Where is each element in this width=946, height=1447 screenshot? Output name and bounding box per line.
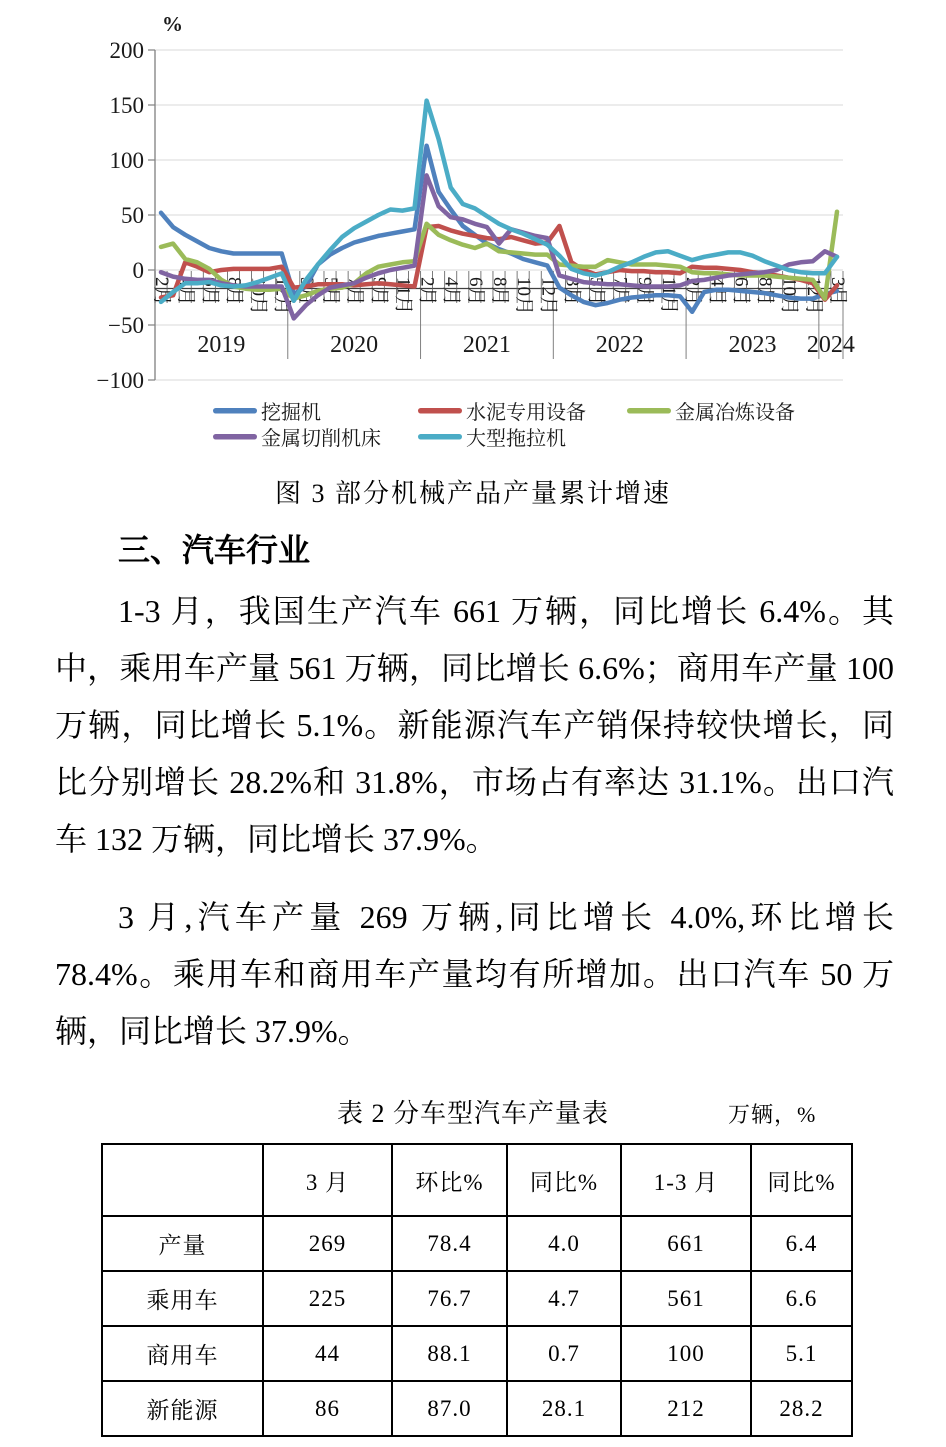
column-header-q1-yoy: 同比% (751, 1144, 852, 1216)
table-cell: 78.4 (392, 1216, 507, 1271)
month-label: 2月 (682, 277, 704, 306)
month-label: 4月 (175, 277, 197, 306)
table-cell: 28.1 (507, 1381, 621, 1436)
table-cell: 28.2 (751, 1381, 852, 1436)
table-row (102, 1216, 852, 1271)
month-label: 6月 (730, 277, 752, 306)
legend-item (213, 427, 381, 450)
table-row (102, 1381, 852, 1436)
month-label: 2月 (416, 277, 438, 306)
table-cell: 661 (621, 1216, 751, 1271)
table-cell: 0.7 (507, 1326, 621, 1381)
legend-item (627, 401, 795, 424)
month-label: 9月 (633, 277, 655, 306)
column-header-q1: 1-3 月 (621, 1144, 751, 1216)
table-cell: 86 (263, 1381, 392, 1436)
legend-item (418, 401, 586, 424)
table-cell: 100 (621, 1326, 751, 1381)
month-label: 8月 (489, 277, 510, 306)
month-label: 3月 (561, 277, 583, 306)
table-cell: 87.0 (392, 1381, 507, 1436)
table-cell: 212 (621, 1381, 751, 1436)
legend-item (213, 401, 321, 424)
table-cell: 561 (621, 1271, 751, 1326)
table-row (102, 1326, 852, 1381)
vehicle-production-table (101, 1143, 853, 1437)
y-axis-unit: % (162, 12, 183, 36)
paragraph-march-production: 3 月,汽车产量 269 万辆,同比增长 4.0%,环比增长 78.4%。乘用车和商用车产量均有所增加。出口汽车 50 万辆，同比增长 37.9%。 (55, 899, 894, 1049)
legend-label: 金属切削机床 (261, 428, 381, 450)
year-label: 2019 (197, 332, 246, 358)
month-label: 4月 (440, 277, 462, 306)
table-cell: 6.4 (751, 1216, 852, 1271)
year-label: 2023 (728, 332, 777, 358)
row-label: 产量 (102, 1216, 263, 1271)
table-row (102, 1271, 852, 1326)
month-label: 9月 (368, 277, 390, 306)
column-header-yoy: 同比% (507, 1144, 621, 1216)
table-cell: 225 (263, 1271, 392, 1326)
row-label: 新能源 (102, 1381, 263, 1436)
table-cell: 6.6 (751, 1271, 852, 1326)
month-label: 3月 (295, 277, 317, 306)
month-label: 6月 (199, 277, 221, 306)
legend-label: 大型拖拉机 (466, 428, 566, 450)
figure-3-chart (0, 0, 946, 455)
y-tick-label: 0 (132, 258, 144, 283)
month-label: 8月 (223, 277, 245, 306)
month-label: 6月 (464, 277, 486, 306)
year-label: 2020 (330, 332, 379, 358)
column-header-march: 3 月 (263, 1144, 392, 1216)
year-label: 2022 (595, 332, 644, 358)
month-label: 12月 (271, 277, 293, 316)
month-label: 10月 (513, 277, 535, 316)
row-label: 商用车 (102, 1326, 263, 1381)
table-header-row (102, 1144, 852, 1216)
month-label: 4月 (706, 277, 728, 306)
y-tick-label: 200 (109, 38, 144, 63)
month-label: 5月 (320, 277, 341, 306)
month-label: 10月 (247, 277, 269, 316)
legend-swatch (627, 408, 671, 414)
legend-label: 金属冶炼设备 (675, 402, 795, 424)
legend-label: 水泥专用设备 (466, 402, 586, 424)
table-cell: 4.0 (507, 1216, 621, 1271)
table-cell: 4.7 (507, 1271, 621, 1326)
month-label: 7月 (609, 277, 631, 306)
legend-item (418, 427, 566, 450)
paragraph-quarter-overview: 1-3 月，我国生产汽车 661 万辆，同比增长 6.4%。其中，乘用车产量 561 万辆，同比增长 6.6%；商用车产量 100 万辆，同比增长 5.1%。新能源汽车产销保持较快增长，同比分别增长 28.2%和 31.8%，市场占有率达 31.1%。出口汽车 132 万辆，同比增长 37.9%。 (55, 593, 894, 857)
table-cell: 88.1 (392, 1326, 507, 1381)
y-tick-label: −100 (96, 368, 144, 393)
column-header-empty (102, 1144, 263, 1216)
section-heading: 三、汽车行业 (118, 532, 311, 568)
legend-label: 挖掘机 (261, 402, 321, 424)
column-header-mom: 环比% (392, 1144, 507, 1216)
y-tick-label: −50 (108, 313, 144, 338)
table-unit-note: 万辆，% (728, 1102, 817, 1127)
month-label: 11月 (392, 277, 414, 315)
table-cell: 76.7 (392, 1271, 507, 1326)
month-label: 5月 (585, 277, 607, 306)
table-caption-row (0, 1093, 946, 1127)
month-label: 10月 (778, 277, 800, 316)
month-label: 2月 (151, 277, 172, 306)
year-label: 2021 (462, 332, 511, 358)
month-label: 12月 (802, 277, 824, 316)
row-label: 乘用车 (102, 1271, 263, 1326)
month-label: 11月 (658, 277, 679, 315)
year-label: 2024 (806, 332, 855, 358)
table-caption: 表 2 分车型汽车产量表 (336, 1099, 609, 1128)
month-label: 7月 (344, 277, 366, 306)
month-label: 3月 (827, 277, 848, 306)
figure-caption: 图 3 部分机械产品产量累计增速 (274, 479, 671, 508)
y-tick-label: 100 (109, 148, 144, 173)
table-cell: 269 (263, 1216, 392, 1271)
legend-swatch (418, 434, 462, 440)
month-label: 8月 (754, 277, 776, 306)
legend-swatch (213, 408, 257, 414)
legend-swatch (213, 434, 257, 440)
y-tick-label: 50 (121, 203, 144, 228)
month-label: 12月 (537, 277, 559, 316)
y-tick-label: 150 (109, 93, 144, 118)
table-cell: 44 (263, 1326, 392, 1381)
legend-swatch (418, 408, 462, 414)
table-cell: 5.1 (751, 1326, 852, 1381)
